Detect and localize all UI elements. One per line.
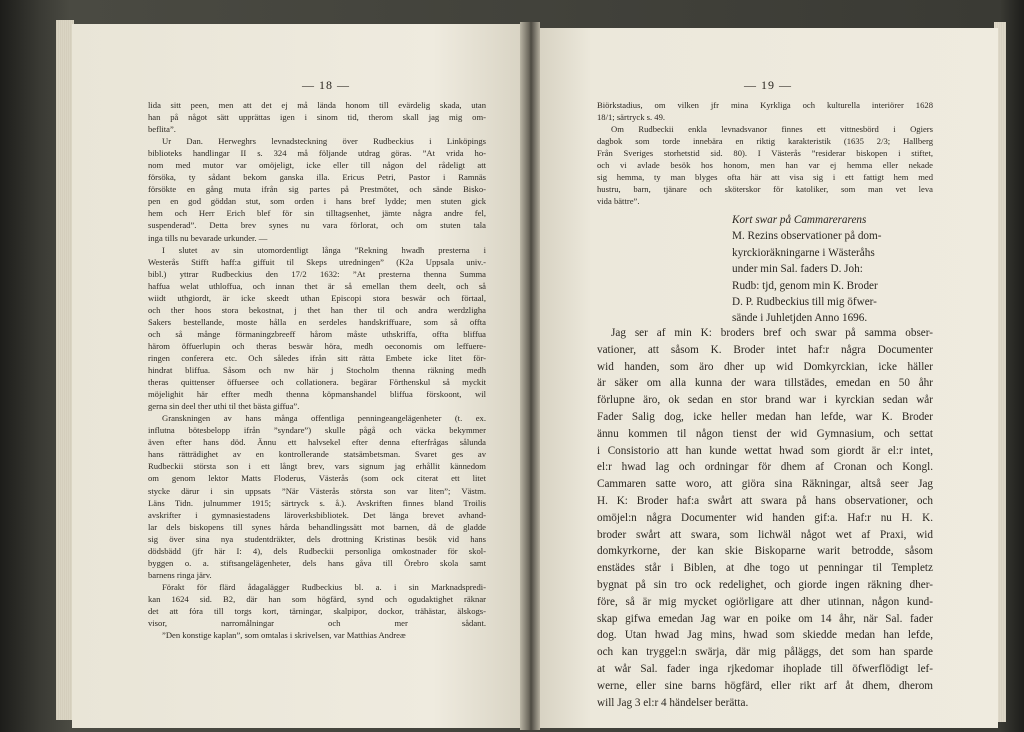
text-line: visor, narromålningar och mer sådant. xyxy=(148,618,486,629)
text-line: Granskningen av hans många offentliga penningeangelägenheter (t. ex. xyxy=(162,413,486,424)
text-line: och så månge förmaningzbreeff hårom måste uthskriffa, offta bliffua xyxy=(148,328,486,339)
text-line: dagbok som torde innebära en riktig karakteristik (1635 2/3; Hallberg xyxy=(597,136,933,147)
text-line: Biörkstadius, om vilken jfr mina Kyrkliga och kulturella interiörer 1628 xyxy=(597,100,933,110)
text-line: beflita”. xyxy=(148,124,176,135)
text-line: enstädes står i Biblen, at dhe togo ut penningar til Templetz xyxy=(597,562,933,575)
book-gutter xyxy=(520,22,540,730)
text-line: Ur Dan. Herweghrs levnadsteckning över Rudbeckius i Linköpings xyxy=(162,136,486,147)
text-line: härom öffuerlupin och theras beswär höra, medh oeconomis om leffuere- xyxy=(148,340,486,351)
text-line: I slutet av sin utomordentligt långa ”Rekning hwadh presterna i xyxy=(162,244,486,255)
text-line: gerna sin deel ther uthi til thet bästa giffua”. xyxy=(148,401,300,412)
text-line: Fader Salig dog, icke heller medan han lefde, war K. Broder xyxy=(597,410,933,423)
text-line: broder swårt att swara, som lichwäl något wet af Praxi, wid xyxy=(597,528,933,541)
text-line: ringen conferera etc. Och således ifrån sitt rätta Embete icke litet för- xyxy=(148,352,486,363)
text-line: influtna bötesbelopp ifrån ”syndare”) skulle pågå och väcka bekymmer xyxy=(148,425,486,436)
text-line: Jag ser af min K: broders bref och swar på samma obser- xyxy=(611,327,933,339)
heading-line: Rudb: tjd, genom min K. Broder xyxy=(732,279,878,292)
heading-line: kyrckioräkningarne i Wästeråhs xyxy=(732,246,875,259)
heading-line: Kort swar på Cammarerarens xyxy=(732,214,867,226)
text-line: wiidt uthgiordt, är icke skeedt uthan Episcopi stora beswär och förtaal, xyxy=(148,292,486,303)
text-line: före, så är mig mycket ogiörligare att dher utinnan, någon kund- xyxy=(597,595,933,608)
text-line: bibl.) yttrar Rudbeckius den 17/2 1632: ”At presterna thenna Summa xyxy=(148,268,486,279)
text-line: sig över sina nya studentdräkter, dels drottning Kristinas besök vid hans xyxy=(148,533,486,544)
text-line: även efter hans död. Ännu ett halvsekel efter denna efterfrågas sålunda xyxy=(148,437,486,448)
text-line: Om Rudbeckii enkla levnadsvanor finnes ett vittnesbörd i Ogiers xyxy=(611,124,933,135)
text-line: Sakers bestellande, moste hålla en serdeles handskriffuare, som så offta xyxy=(148,316,486,327)
heading-line: D. P. Rudbeckius till mig öfwer- xyxy=(732,296,877,309)
text-line: i Consistorio att han kunde wettat hwad som giordt är el:r intet, xyxy=(597,444,933,457)
text-line: pen en god göddan stut, som orden i hans bref lydde; men stuten gick xyxy=(148,196,486,207)
text-line: det att fόra till torgs kort, tärningar, skalpipor, dockor, trähästar, älskogs- xyxy=(148,605,486,616)
text-line: theras quittenser öffuersee och collationera. begärar Förthenskul så myckit xyxy=(148,377,486,388)
heading-line: sände i Juhletjden Anno 1696. xyxy=(732,312,868,325)
text-line: ”Den konstige kaplan”, som omtalas i skrivelsen, var Matthias Andreæ xyxy=(162,630,406,641)
text-line: hans rätträdighet av en kontrollerande statsämbetsman. Svaret ges av xyxy=(148,449,486,460)
text-line: och vi avlade besök hos honom, men han var ej hemma eller nekade xyxy=(597,160,933,171)
text-line: försöka, ty sådant bekom ganska illa. Ericus Petri, Pastor i Ramnäs xyxy=(148,172,486,183)
text-line: möjelighit här effter medh thenna köpmanshandel bliffua förskoont, wil xyxy=(148,389,486,400)
text-line: han på något sätt upprättas igen i sinom tid, therom skall jag mig om- xyxy=(148,112,486,123)
text-line: och ther hoos stora bekostnat, j thet han ther til och andra werdzligha xyxy=(148,304,486,315)
text-line: hustru, barn, tjänare och sköterskor för katoliker, som man vet leva xyxy=(597,184,933,195)
text-line: domkyrkorne, der kan skie Biskoparne warit betrodde, såsom xyxy=(597,545,933,558)
text-line: vationer, att såsom K. Broder intet haf:r några Documenter xyxy=(597,343,933,356)
text-line: lida sitt peen, men att det ej må lända honom till evärdelig skada, utan xyxy=(148,100,486,110)
text-line: Cammaren satte woro, att giöra sina Räkningar, altså seer Jag xyxy=(597,478,933,491)
text-line: nom med mutor var omöjeligt, icke eller till någon del rådeligt att xyxy=(148,160,486,171)
text-line: stycke därur i sin uppsats ”När Västerås största son var liten”; Västm. xyxy=(148,485,486,496)
text-line: at wår Sal. fader inga rjkedomar ihoplade till öfwerflödigt lef- xyxy=(597,662,933,675)
text-line: skap gifwa emedan Jag war en poike om 14 åhr, när Sal. fader xyxy=(597,612,933,625)
text-line: 18/1; särtryck s. 49. xyxy=(597,112,666,123)
text-line: kan 1624 sid. B2, där han som högfärd, synd och ogudaktighet räknar xyxy=(148,593,486,604)
text-line: och kan tryggel:n swärja, där mig påläggs, det som han sparde xyxy=(597,646,933,659)
letter-heading xyxy=(732,212,942,327)
text-line: om genom lektor Matts Floderus, Västerås (som ock citerat ett litet xyxy=(148,473,486,484)
text-line: barnens ringa järv. xyxy=(148,569,212,580)
text-line: wid handen, som äro dher up wid Domkyrckian, icke häller xyxy=(597,360,933,373)
text-line: Från Sveriges storhetstid sid. 80). I Västerås ”residerar biskopen i stiftet, xyxy=(597,148,933,159)
text-line: Läns Tidn. julnummer 1915; särtryck s. å.). Avskriften finnes bland Troilis xyxy=(148,497,486,508)
text-line: el:r hwad lag och ordningar för dhem af Cronan och Kongl. xyxy=(597,461,933,474)
text-line: byggen o. a. stiftsangelägenheter, dels hans gåva till Örebro skola samt xyxy=(148,557,486,568)
text-line: omöjel:n några Documenter wid handen gif:a. Haf:r nu H. K. xyxy=(597,511,933,524)
text-line: försökte en gång muta ifrån sig partes på Prestmötet, och sände Bisko- xyxy=(148,184,486,195)
text-line: sig hemma, ty man blyges ofta här att visa sig i ett fattigt hem med xyxy=(597,172,933,183)
text-line: will Jag 3 el:r 4 händelser berätta. xyxy=(597,696,749,709)
text-line: werne, eller sine barns högfärd, eller rikt arf åt dhem, dherom xyxy=(597,679,933,692)
text-line: ännu kommen til någon tienst der wid Gymnasium, och settat xyxy=(597,427,933,440)
text-line: bygnat på sin tro ock redelighet, och giorde ingen räkning dher- xyxy=(597,578,933,591)
text-line: vida bättre”. xyxy=(597,196,640,207)
heading-line: M. Rezins observationer på dom- xyxy=(732,230,882,243)
right-page-letter-text xyxy=(597,325,933,711)
text-line: hindrat bliffua. Såsom och nw här j Stocholm thenna räkning medh xyxy=(148,365,486,376)
text-line: förlupne äro, ok sedan en stor brand war i kyrckian sedan wår xyxy=(597,394,933,407)
heading-line: under min Sal. faders D. Joh: xyxy=(732,263,863,276)
text-line: H. K: Broder haf:a swårt att swara på hans observationer, och xyxy=(597,494,933,507)
left-page-text xyxy=(148,99,486,641)
text-line: biblioteks handlingar II s. 324 må följande utdrag göras. ”At vrida ho- xyxy=(148,148,486,159)
text-line: inga tills nu bevarade urkunder. — xyxy=(148,232,268,243)
right-page-intro-text xyxy=(597,99,933,207)
right-page-number: — 19 — xyxy=(744,78,792,92)
left-page-number: — 18 — xyxy=(302,78,350,92)
text-line: dog. Utan hwad Jag mins, hwad som skiedde medan han lefde, xyxy=(597,629,933,642)
text-line: haffua welat uthloffua, och innan thet är så emellan them deelt, och så xyxy=(148,280,486,291)
text-line: avskrifter i gymnasiestadens läroverksbibliotek. Det länga brevet avhand- xyxy=(148,509,486,520)
text-line: lar dels biskopens till synes hårda behandlingssätt mot barnen, då de gladde xyxy=(148,521,486,532)
text-line: dödsbädd (jfr här I: 4), dels Rudbeckii personliga omkostnader för skol- xyxy=(148,545,486,556)
text-line: Westerås Stifft haff:a giffuit til Skeps utredningen” (K2a Uppsala univ.- xyxy=(148,256,486,267)
text-line: är säker om alla kunna der wara tillstädes, emedan en 50 åhr xyxy=(597,377,933,390)
text-line: suspenderad”. Detta brev synes nu vara förlorat, och om stuten tala xyxy=(148,220,486,231)
text-line: hem och Herr Erich blef för sin tilltagsenhet, jämte några andre fel, xyxy=(148,208,486,219)
text-line: Rudbeckii största son i ett långt brev, vars signum jag erhållit kännedom xyxy=(148,461,486,472)
text-line: Förakt för flärd ådagalägger Rudbeckius bl. a. i sin Marknadspredi- xyxy=(162,581,486,592)
